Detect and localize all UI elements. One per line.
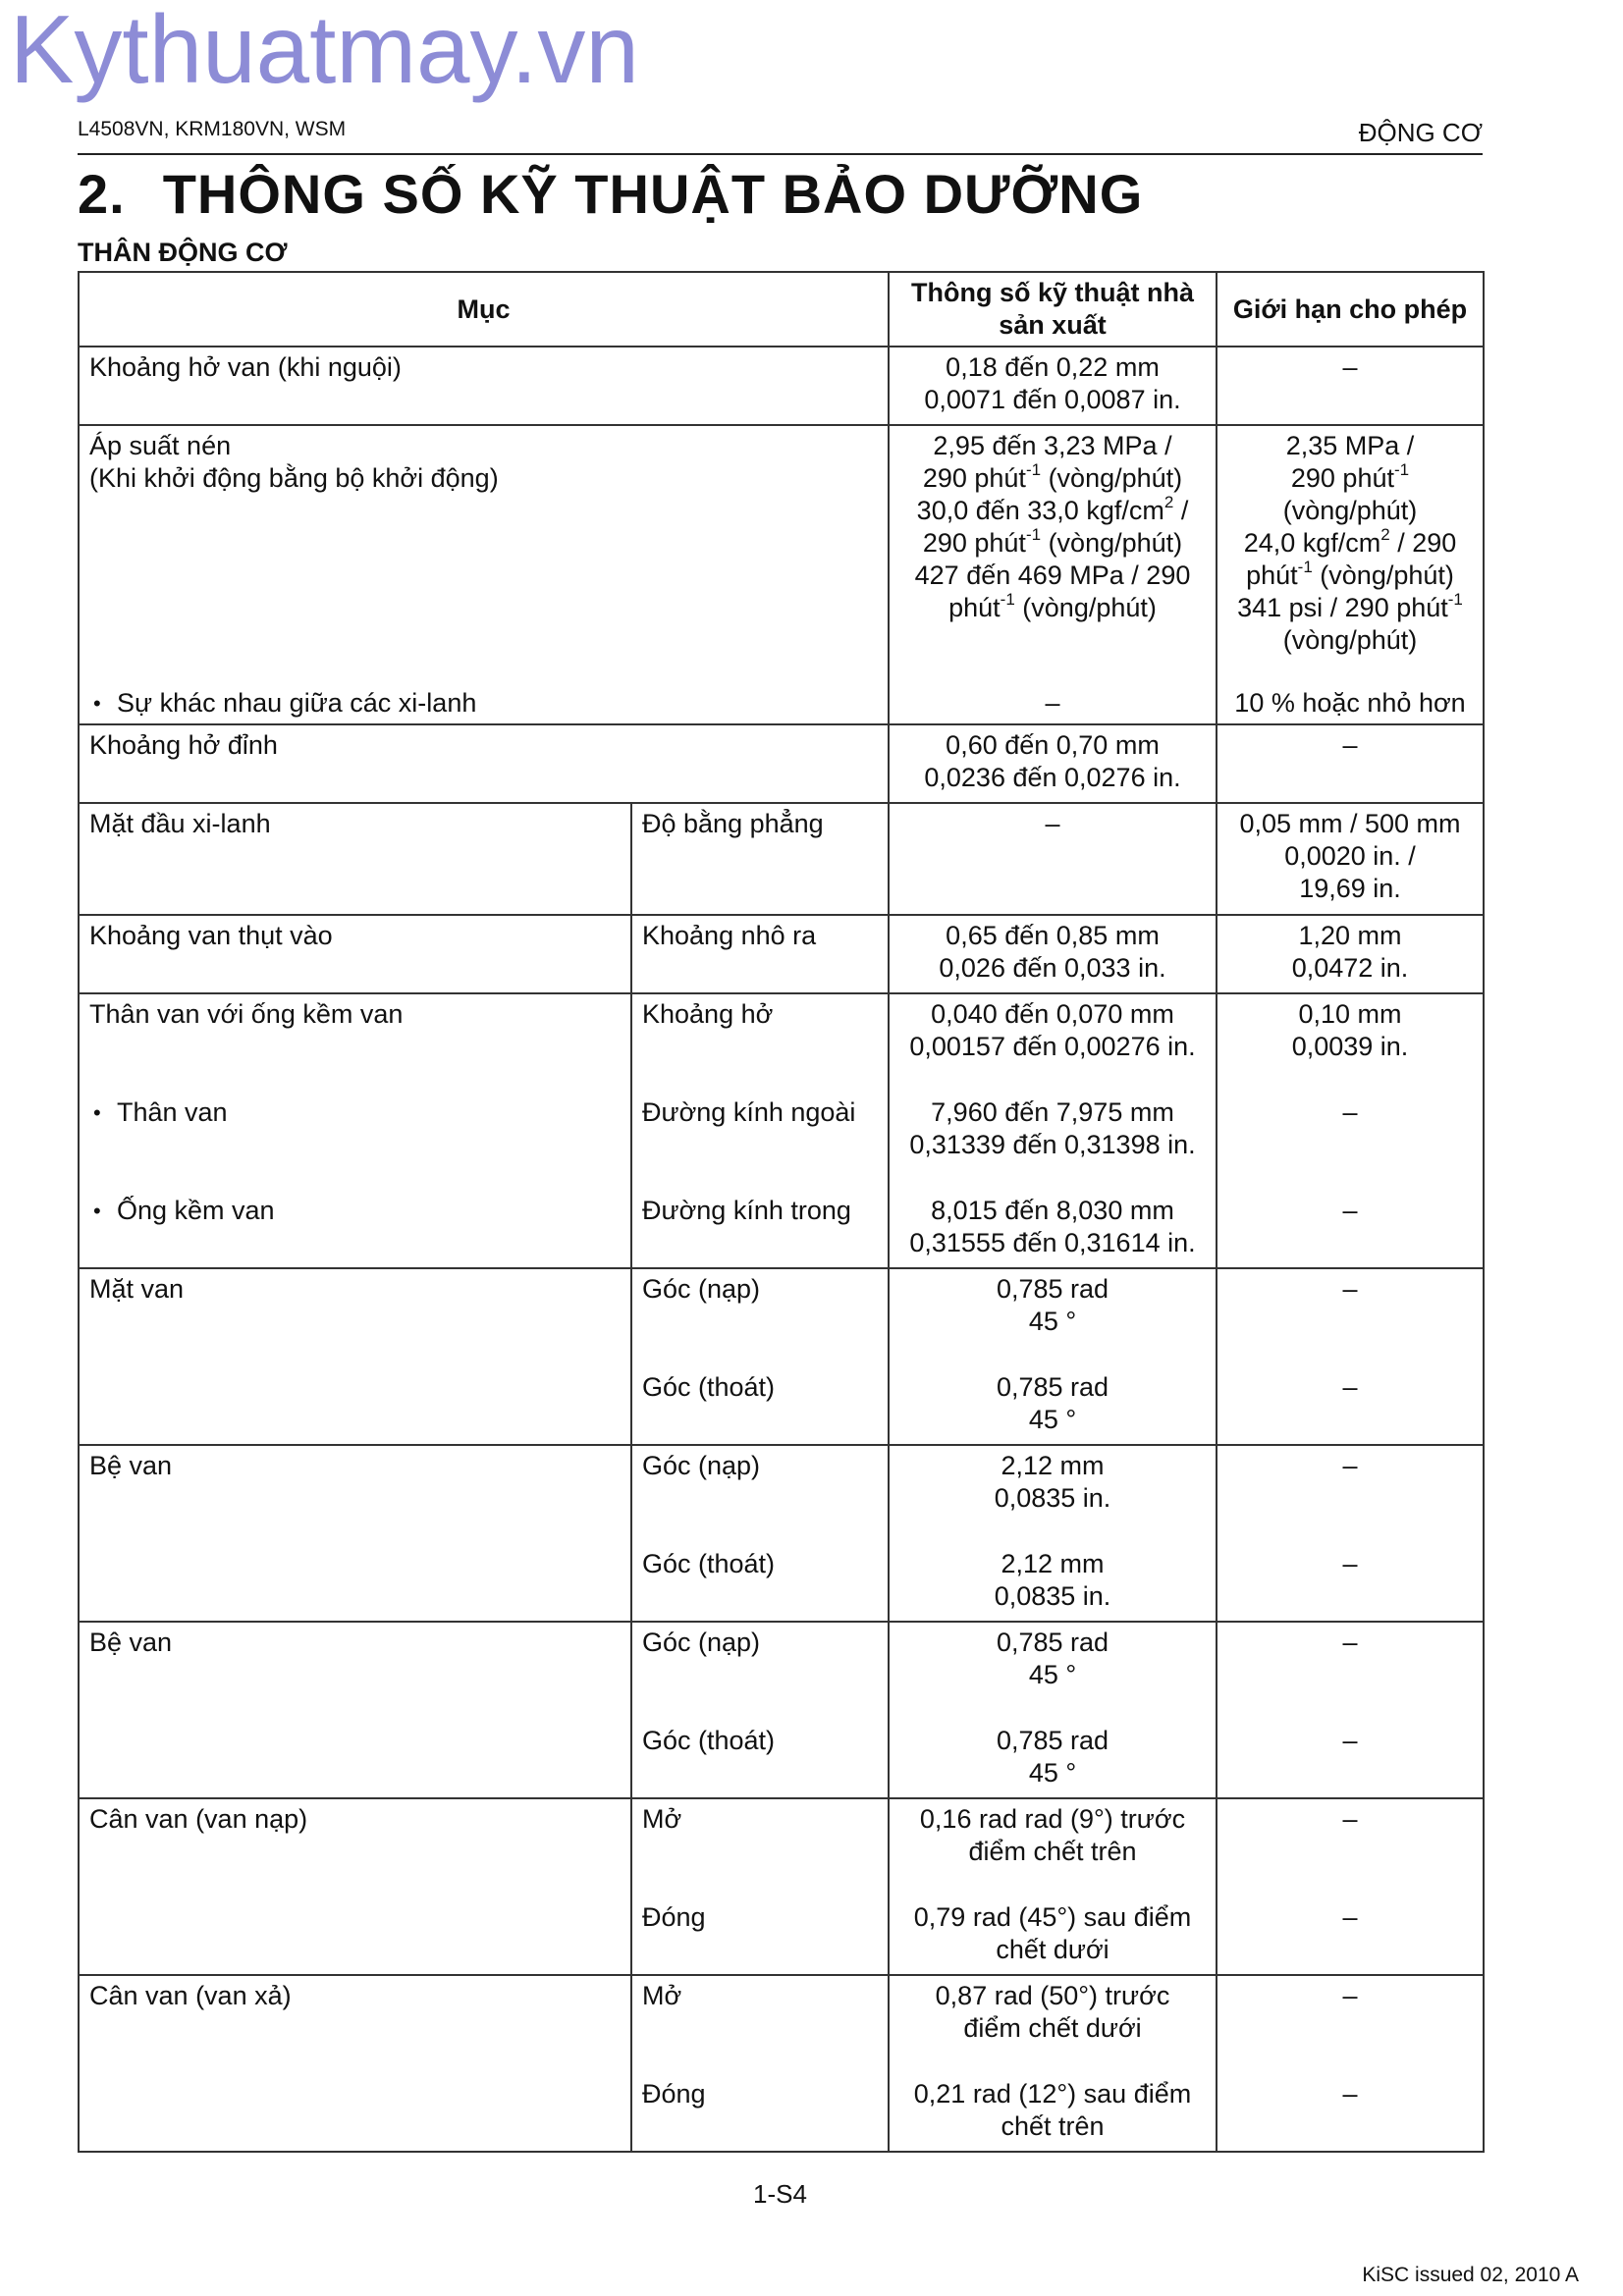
cell-factory — [889, 1897, 1217, 1975]
cell-factory — [889, 1191, 1217, 1268]
value-line: 0,65 đến 0,85 mm — [946, 921, 1160, 950]
value-line — [899, 462, 1206, 495]
value-text: (vòng/phút) — [1041, 463, 1183, 493]
value-line: 45 ° — [1028, 1660, 1077, 1689]
value-text: 290 phút — [922, 528, 1026, 558]
item-line: Áp suất nén — [89, 431, 232, 460]
cell-limit: – — [1217, 724, 1484, 803]
value-line: (vòng/phút) — [1282, 625, 1418, 655]
watermark-logo: Kythuatmay.vn — [10, 0, 639, 103]
value-line: 0,31555 đến 0,31614 in. — [909, 1228, 1196, 1257]
superscript: -1 — [1393, 460, 1410, 479]
value-line: 19,69 in. — [1299, 874, 1401, 903]
value-text: phút — [1246, 561, 1298, 590]
header-chapter: ĐỘNG CƠ — [1358, 118, 1483, 147]
table-row — [79, 425, 1484, 683]
value-line: 0,79 rad (45°) sau điểm — [913, 1902, 1192, 1932]
cell-item — [79, 1191, 631, 1268]
cell-limit — [1217, 803, 1484, 915]
header-divider — [78, 153, 1483, 155]
value-line: 2,35 MPa / — [1285, 431, 1415, 460]
section-heading: THÂN ĐỘNG CƠ — [78, 238, 288, 267]
cell-factory — [889, 1798, 1217, 1897]
cell-param: Độ bằng phẳng — [631, 803, 889, 915]
bullet-item: • Sự khác nhau giữa các xi-lanh — [89, 688, 476, 718]
superscript: -1 — [1000, 590, 1015, 609]
cell-limit — [1217, 915, 1484, 993]
value-line: 0,040 đến 0,070 mm — [931, 999, 1174, 1029]
value-line: 45 ° — [1028, 1758, 1077, 1788]
cell-factory — [889, 993, 1217, 1093]
bullet-item: • Ống kềm van — [89, 1196, 275, 1225]
cell-limit: 10 % hoặc nhỏ hơn — [1217, 683, 1484, 724]
cell-limit: – — [1217, 1093, 1484, 1191]
value-line — [899, 592, 1206, 624]
table-row — [79, 993, 1484, 1093]
cell-item: Mặt đầu xi-lanh — [79, 803, 631, 915]
value-line: 0,0835 in. — [994, 1581, 1111, 1611]
value-text: / 290 — [1389, 528, 1457, 558]
table-row — [79, 1622, 1484, 1721]
col-header-limit: Giới hạn cho phép — [1217, 272, 1484, 347]
superscript: 2 — [1380, 525, 1390, 544]
superscript: -1 — [1447, 590, 1463, 609]
table-row — [79, 1975, 1484, 2074]
value-text: 290 phút — [1290, 463, 1394, 493]
value-line: 0,0835 in. — [994, 1483, 1111, 1513]
value-line: 0,0039 in. — [1291, 1032, 1409, 1061]
value-line — [899, 495, 1206, 527]
value-line — [899, 527, 1206, 560]
value-line: 45 ° — [1028, 1307, 1077, 1336]
value-text: (vòng/phút) — [1312, 561, 1454, 590]
issue-label: KiSC issued 02, 2010 A — [1362, 2264, 1579, 2286]
bullet-item: • Thân van — [89, 1097, 228, 1127]
cell-limit — [1217, 993, 1484, 1093]
value-line: 2,12 mm — [1001, 1549, 1105, 1578]
value-line: 0,785 rad — [996, 1628, 1109, 1657]
value-line: 0,10 mm — [1298, 999, 1402, 1029]
value-line: 1,20 mm — [1298, 921, 1402, 950]
value-line: 45 ° — [1028, 1405, 1077, 1434]
value-text: phút — [948, 593, 1001, 622]
cell-factory — [889, 425, 1217, 683]
header-models: L4508VN, KRM180VN, WSM — [78, 118, 347, 140]
cell-param: Góc (thoát) — [631, 1544, 889, 1622]
cell-param: Góc (thoát) — [631, 1367, 889, 1445]
cell-limit: – — [1217, 1798, 1484, 1897]
value-line: điểm chết dưới — [963, 2013, 1142, 2043]
value-line: 427 đến 469 MPa / 290 — [914, 561, 1191, 590]
value-line: điểm chết trên — [968, 1837, 1137, 1866]
cell-factory — [889, 1622, 1217, 1721]
value-text: (vòng/phút) — [1041, 528, 1183, 558]
cell-limit: – — [1217, 1191, 1484, 1268]
page-number: 1-S4 — [753, 2179, 807, 2209]
value-line: 0,00157 đến 0,00276 in. — [909, 1032, 1196, 1061]
value-text: 24,0 kgf/cm — [1243, 528, 1381, 558]
title-text: THÔNG SỐ KỸ THUẬT BẢO DƯỠNG — [162, 163, 1144, 225]
value-line: 0,0236 đến 0,0276 in. — [924, 763, 1181, 792]
cell-param: Góc (nạp) — [631, 1445, 889, 1544]
table-row — [79, 915, 1484, 993]
cell-param: Mở — [631, 1975, 889, 2074]
cell-item: Cân van (van nạp) — [79, 1798, 631, 1975]
value-line: 0,05 mm / 500 mm — [1239, 809, 1461, 838]
value-line: 0,16 rad rad (9°) trước — [919, 1804, 1186, 1834]
table-row — [79, 347, 1484, 425]
title-number: 2. — [78, 163, 126, 225]
table-row — [79, 803, 1484, 915]
page-title — [78, 162, 1143, 226]
cell-factory: – — [889, 803, 1217, 915]
cell-param: Góc (nạp) — [631, 1268, 889, 1367]
value-line: 0,18 đến 0,22 mm — [946, 352, 1160, 382]
cell-factory — [889, 1975, 1217, 2074]
value-line: 0,785 rad — [996, 1726, 1109, 1755]
cell-factory — [889, 724, 1217, 803]
cell-item: Khoảng hở đỉnh — [79, 724, 889, 803]
value-line: 8,015 đến 8,030 mm — [931, 1196, 1174, 1225]
value-line: chết trên — [1001, 2111, 1105, 2141]
cell-factory — [889, 1721, 1217, 1798]
superscript: -1 — [1025, 525, 1042, 544]
value-line: 0,60 đến 0,70 mm — [946, 730, 1160, 760]
cell-param: Đóng — [631, 2074, 889, 2152]
cell-factory — [889, 1268, 1217, 1367]
cell-param: Đường kính trong — [631, 1191, 889, 1268]
cell-factory: – — [889, 683, 1217, 724]
cell-limit — [1217, 425, 1484, 683]
value-line: 0,0071 đến 0,0087 in. — [924, 385, 1181, 414]
cell-item: Khoảng van thụt vào — [79, 915, 631, 993]
col-header-factory: Thông số kỹ thuật nhà sản xuất — [889, 272, 1217, 347]
cell-item: Bệ van — [79, 1445, 631, 1622]
value-line: 2,95 đến 3,23 MPa / — [933, 431, 1172, 460]
superscript: -1 — [1297, 558, 1313, 576]
value-line: 0,0472 in. — [1291, 953, 1409, 983]
value-line — [1227, 527, 1473, 560]
cell-item: Mặt van — [79, 1268, 631, 1445]
value-line: 0,31339 đến 0,31398 in. — [909, 1130, 1196, 1159]
table-row — [79, 1798, 1484, 1897]
cell-item — [79, 425, 889, 683]
cell-param: Khoảng nhô ra — [631, 915, 889, 993]
value-text: 290 phút — [922, 463, 1026, 493]
cell-factory — [889, 1445, 1217, 1544]
value-line: 7,960 đến 7,975 mm — [931, 1097, 1174, 1127]
cell-factory — [889, 1367, 1217, 1445]
cell-limit: – — [1217, 1268, 1484, 1367]
cell-param: Góc (thoát) — [631, 1721, 889, 1798]
value-line — [1227, 592, 1473, 624]
spec-table — [78, 271, 1485, 2153]
value-text: / — [1173, 496, 1189, 525]
value-text: 30,0 đến 33,0 kgf/cm — [916, 496, 1164, 525]
cell-limit: – — [1217, 1622, 1484, 1721]
cell-param: Khoảng hở — [631, 993, 889, 1093]
cell-limit: – — [1217, 1544, 1484, 1622]
superscript: -1 — [1025, 460, 1042, 479]
value-line: 0,785 rad — [996, 1372, 1109, 1402]
cell-limit: – — [1217, 2074, 1484, 2152]
value-line: 0,21 rad (12°) sau điểm — [913, 2079, 1192, 2109]
cell-item: Thân van với ống kềm van — [79, 993, 631, 1093]
cell-limit: – — [1217, 1367, 1484, 1445]
cell-item: Khoảng hở van (khi nguội) — [79, 347, 889, 425]
cell-factory — [889, 1544, 1217, 1622]
value-line: chết dưới — [996, 1935, 1109, 1964]
table-row — [79, 1093, 1484, 1191]
cell-item: Bệ van — [79, 1622, 631, 1798]
cell-param: Đóng — [631, 1897, 889, 1975]
cell-factory — [889, 1093, 1217, 1191]
value-text: 341 psi / 290 phút — [1237, 593, 1448, 622]
value-text: (vòng/phút) — [1014, 593, 1157, 622]
cell-item — [79, 683, 889, 724]
cell-item: Cân van (van xả) — [79, 1975, 631, 2152]
table-row — [79, 1191, 1484, 1268]
table-row — [79, 1268, 1484, 1367]
value-line: 0,026 đến 0,033 in. — [939, 953, 1166, 983]
superscript: 2 — [1163, 493, 1174, 511]
cell-param: Mở — [631, 1798, 889, 1897]
value-line — [1227, 462, 1473, 495]
value-line: 0,785 rad — [996, 1274, 1109, 1304]
value-line: 0,0020 in. / — [1284, 841, 1416, 871]
table-row — [79, 724, 1484, 803]
cell-limit: – — [1217, 347, 1484, 425]
cell-param: Đường kính ngoài — [631, 1093, 889, 1191]
table-row — [79, 683, 1484, 724]
col-header-item: Mục — [79, 272, 889, 347]
cell-factory — [889, 915, 1217, 993]
cell-factory — [889, 347, 1217, 425]
value-line: 2,12 mm — [1001, 1451, 1105, 1480]
item-line: (Khi khởi động bằng bộ khởi động) — [89, 463, 499, 493]
cell-limit: – — [1217, 1721, 1484, 1798]
cell-limit: – — [1217, 1445, 1484, 1544]
cell-factory — [889, 2074, 1217, 2152]
value-line: 0,87 rad (50°) trước — [935, 1981, 1170, 2010]
table-header-row — [79, 272, 1484, 347]
cell-param: Góc (nạp) — [631, 1622, 889, 1721]
cell-item — [79, 1093, 631, 1191]
cell-limit: – — [1217, 1897, 1484, 1975]
value-line — [1227, 560, 1473, 592]
value-line: (vòng/phút) — [1282, 496, 1418, 525]
cell-limit: – — [1217, 1975, 1484, 2074]
table-row — [79, 1445, 1484, 1544]
